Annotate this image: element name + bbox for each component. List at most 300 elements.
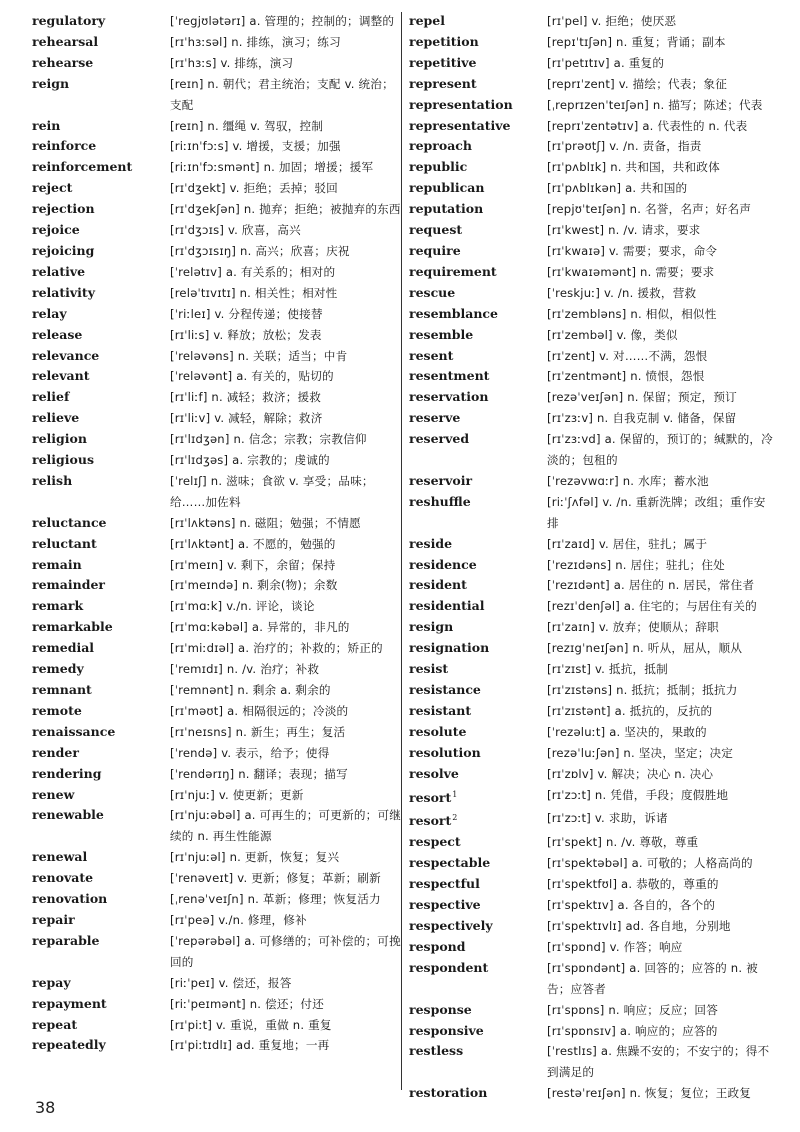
dictionary-entry: [32, 994, 402, 1015]
headword-text: rejoicing: [32, 242, 95, 258]
headword-text: reputation: [409, 201, 484, 217]
headword-text: remedy: [32, 661, 84, 677]
definition: [rɪˈnjuː] v. 使更新；更新: [170, 787, 304, 802]
headword: [409, 11, 547, 32]
headword: [409, 764, 547, 785]
dictionary-entry: [32, 617, 402, 638]
definition: [rɪˈpʌblɪkən] a. 共和国的: [547, 181, 688, 196]
definition: [ˈrelətɪv] a. 有关系的；相对的: [170, 264, 336, 279]
dictionary-entry: [32, 220, 402, 241]
headword: [32, 931, 170, 952]
dictionary-entry: [32, 53, 402, 74]
definition: [rɪˈnjuːəl] n. 更新，恢复；复兴: [170, 850, 340, 865]
headword: [32, 429, 170, 450]
dictionary-entry: [409, 1000, 774, 1021]
dictionary-entry: [32, 450, 402, 471]
dictionary-entry: [32, 805, 402, 847]
headword-text: rendering: [32, 765, 102, 781]
dictionary-entry: [409, 853, 774, 874]
dictionary-entry: [32, 325, 402, 346]
dictionary-entry: [409, 157, 774, 178]
headword-text: repel: [409, 13, 445, 28]
headword: [32, 596, 170, 617]
definition: [rɪˈkwest] n. /v. 请求，要求: [547, 223, 701, 238]
definition: [ˈrezəvwɑːr] n. 水库；蓄水池: [547, 473, 709, 488]
definition: [ˈrelɪʃ] n. 滋味；食欲 v. 享受；品味；给……加佐料: [170, 473, 374, 509]
headword: [32, 304, 170, 325]
dictionary-entry: [409, 1083, 774, 1104]
definition: [rezəˈluːʃən] n. 坚决，坚定；决定: [547, 745, 734, 760]
definition: [rɪˈzɪst] v. 抵抗，抵制: [547, 662, 668, 677]
headword: [409, 199, 547, 220]
definition: [rɪˈliːf] n. 减轻；救济；援救: [170, 390, 322, 405]
dictionary-entry: [409, 136, 774, 157]
dictionary-entry: [32, 178, 402, 199]
headword-text: rejoice: [32, 222, 80, 238]
dictionary-entry: [409, 1021, 774, 1042]
headword-text: resist: [409, 661, 449, 677]
headword: [409, 743, 547, 764]
definition: [riːɪnˈfɔːsmənt] n. 加固；增援；援军: [170, 160, 374, 175]
headword: [32, 868, 170, 889]
headword-text: relevance: [32, 347, 100, 363]
dictionary-entry: [32, 910, 402, 931]
headword: [409, 429, 547, 450]
headword: [409, 32, 547, 53]
headword: [32, 262, 170, 283]
dictionary-entry: [409, 241, 774, 262]
definition: [ˈrendə] v. 表示，给予；使得: [170, 745, 330, 760]
headword-text: resent: [409, 347, 454, 363]
headword-text: resign: [409, 619, 454, 635]
headword-text: respectful: [409, 876, 480, 892]
dictionary-entry: [32, 11, 402, 32]
definition: [ˈrezɪdəns] n. 居住；驻扎；住处: [547, 557, 725, 572]
headword-text: respect: [409, 834, 461, 850]
headword: [32, 346, 170, 367]
dictionary-entry: [409, 958, 774, 1000]
dictionary-entry: [32, 387, 402, 408]
definition: [ˌreprɪzenˈteɪʃən] n. 描写；陈述；代表: [547, 97, 763, 112]
dictionary-entry: [409, 346, 774, 367]
headword-text: request: [409, 222, 463, 238]
headword-text: reservation: [409, 389, 489, 405]
headword: [32, 973, 170, 994]
dictionary-entry: [409, 283, 774, 304]
headword-text: repayment: [32, 995, 107, 1011]
headword: [32, 366, 170, 387]
dictionary-entry: [409, 764, 774, 785]
headword-text: resolution: [409, 744, 481, 760]
dictionary-entry: [409, 555, 774, 576]
definition: [ˈremɪdɪ] n. /v. 治疗；补救: [170, 662, 320, 677]
headword: [409, 895, 547, 916]
headword: [32, 805, 170, 826]
dictionary-entry: [32, 429, 402, 450]
dictionary-entry: [409, 596, 774, 617]
headword: [409, 596, 547, 617]
dictionary-entry: [409, 262, 774, 283]
headword-text: repeat: [32, 1016, 78, 1032]
definition: [rɪˈzɪstənt] a. 抵抗的，反抗的: [547, 703, 713, 718]
headword-text: resemble: [409, 326, 474, 342]
definition: [rɪˈspektfʊl] a. 恭敬的，尊重的: [547, 877, 719, 892]
dictionary-entry: [409, 116, 774, 137]
dictionary-entry: [409, 178, 774, 199]
definition: [rɪˈzɜːvd] a. 保留的，预订的；缄默的，冷淡的；包租的: [547, 432, 773, 468]
headword: [32, 534, 170, 555]
headword-text: republican: [409, 180, 485, 196]
dictionary-entry: [32, 157, 402, 178]
headword-text: reside: [409, 535, 453, 551]
definition: [rɪˈspɒns] n. 响应；反应；回答: [547, 1002, 719, 1017]
definition: [reɪn] n. 朝代；君主统治；支配 v. 统治；支配: [170, 76, 394, 112]
definition: [rɪˈmeɪn] v. 剩下，余留；保持: [170, 557, 336, 572]
headword: [409, 1041, 547, 1062]
definition: [ˈreləvəns] n. 关联；适当；中肯: [170, 348, 348, 363]
headword: [32, 743, 170, 764]
dictionary-entry: [409, 199, 774, 220]
dictionary-entry: [32, 764, 402, 785]
right-column: [409, 11, 774, 1104]
headword-text: resemblance: [409, 305, 498, 321]
dictionary-entry: [409, 366, 774, 387]
definition: [rɪˈspɒnd] v. 作答；响应: [547, 939, 683, 954]
dictionary-entry: [32, 638, 402, 659]
headword-text: remarkable: [32, 619, 113, 635]
headword-text: restless: [409, 1043, 464, 1059]
headword: [409, 722, 547, 743]
definition: [rɪˈpʌblɪk] n. 共和国，共和政体: [547, 160, 720, 175]
page-number: 38: [35, 1098, 56, 1117]
headword-text: rehearsal: [32, 33, 99, 49]
dictionary-entry: [409, 808, 774, 832]
definition: [rɪˈpetɪtɪv] a. 重复的: [547, 55, 665, 70]
headword-text: reign: [32, 75, 70, 91]
dictionary-entry: [409, 32, 774, 53]
definition: [ˈriːleɪ] v. 分程传递；使接替: [170, 306, 323, 321]
definition: [repɪˈtɪʃən] n. 重复；背诵；副本: [547, 34, 726, 49]
headword-text: reinforcement: [32, 159, 133, 175]
column-divider: [401, 12, 402, 1090]
definition: [rɪˈzembəl] v. 像，类似: [547, 327, 678, 342]
headword-text: resistant: [409, 702, 472, 718]
headword-text: resort: [409, 813, 452, 829]
definition: [ˈremnənt] n. 剩余 a. 剩余的: [170, 683, 331, 697]
headword: [409, 701, 547, 722]
headword: [32, 471, 170, 492]
definition: [reɪn] n. 缰绳 v. 驾驭，控制: [170, 118, 324, 133]
definition: [ˈrendərɪŋ] n. 翻译；表现；描写: [170, 766, 348, 781]
headword: [32, 910, 170, 931]
headword-text: relieve: [32, 410, 80, 426]
headword-text: remainder: [32, 577, 105, 593]
headword-text: resolute: [409, 723, 467, 739]
headword: [32, 513, 170, 534]
definition: [rɪˈprəʊtʃ] v. /n. 责备，指责: [547, 139, 702, 154]
headword: [32, 11, 170, 32]
headword-text: representative: [409, 117, 511, 133]
definition: [rɪˈlɪdʒəs] a. 宗教的；虔诚的: [170, 453, 330, 468]
dictionary-entry: [409, 429, 774, 471]
definition: [rɪˈpiːtɪdlɪ] ad. 重复地；一再: [170, 1038, 330, 1053]
definition: [ˌrenəˈveɪʃn] n. 革新；修理；恢复活力: [170, 892, 381, 907]
dictionary-entry: [409, 1041, 774, 1083]
headword: [409, 366, 547, 387]
headword: [32, 764, 170, 785]
headword: [409, 262, 547, 283]
headword-text: residential: [409, 598, 485, 614]
headword: [409, 1083, 547, 1104]
headword: [32, 889, 170, 910]
definition: [reprɪˈzentətɪv] a. 代表性的 n. 代表: [547, 118, 748, 133]
dictionary-entry: [409, 95, 774, 116]
headword-text: religion: [32, 431, 87, 447]
headword: [409, 853, 547, 874]
dictionary-entry: [409, 722, 774, 743]
headword-text: renewal: [32, 849, 88, 865]
definition: [ˈreskjuː] v. /n. 援救，营救: [547, 285, 697, 300]
headword-text: relativity: [32, 284, 95, 300]
dictionary-entry: [32, 659, 402, 680]
dictionary-entry: [409, 701, 774, 722]
headword: [409, 937, 547, 958]
dictionary-entry: [409, 74, 774, 95]
definition: [rɪˈzent] v. 对……不满，怨恨: [547, 348, 708, 363]
dictionary-entry: [32, 889, 402, 910]
headword: [32, 680, 170, 701]
dictionary-entry: [409, 638, 774, 659]
dictionary-entry: [409, 874, 774, 895]
headword-text: require: [409, 242, 461, 258]
headword: [409, 220, 547, 241]
headword: [409, 832, 547, 853]
headword-text: relevant: [32, 368, 90, 384]
headword-text: relative: [32, 263, 86, 279]
dictionary-entry: [409, 492, 774, 534]
dictionary-entry: [409, 304, 774, 325]
headword: [32, 722, 170, 743]
definition: [rɪˈspektɪv] a. 各自的，各个的: [547, 898, 716, 913]
headword-text: remain: [32, 556, 82, 572]
headword-text: rescue: [409, 284, 456, 300]
dictionary-entry: [409, 743, 774, 764]
definition: [rɪˈlʌktənt] a. 不愿的，勉强的: [170, 536, 336, 551]
homograph-number: 1: [452, 789, 458, 799]
dictionary-entry: [32, 346, 402, 367]
headword: [409, 916, 547, 937]
headword-text: relay: [32, 305, 67, 321]
definition: [restəˈreɪʃən] n. 恢复；复位；王政复: [547, 1086, 752, 1101]
definition: [rɪˈzembləns] n. 相似，相似性: [547, 306, 717, 321]
headword: [409, 638, 547, 659]
dictionary-entry: [409, 534, 774, 555]
headword: [409, 136, 547, 157]
headword-text: representation: [409, 96, 513, 112]
headword-text: renew: [32, 786, 75, 802]
headword-text: regulatory: [32, 13, 106, 28]
headword-text: renaissance: [32, 723, 116, 739]
dictionary-entry: [32, 262, 402, 283]
headword-text: repair: [32, 911, 75, 927]
definition: [rɪˈzɔːt] n. 凭借，手段；度假胜地: [547, 787, 729, 802]
headword-text: remnant: [32, 682, 92, 697]
dictionary-entry: [32, 973, 402, 994]
headword: [409, 346, 547, 367]
dictionary-entry: [409, 895, 774, 916]
headword: [409, 387, 547, 408]
dictionary-entry: [409, 408, 774, 429]
dictionary-entry: [32, 785, 402, 806]
dictionary-entry: [32, 304, 402, 325]
dictionary-entry: [32, 199, 402, 220]
headword: [32, 408, 170, 429]
definition: [rɪˈzɔːt] v. 求助，诉诸: [547, 811, 668, 826]
headword: [32, 74, 170, 95]
headword-text: resolve: [409, 765, 459, 781]
headword: [32, 220, 170, 241]
headword: [409, 1000, 547, 1021]
homograph-number: 2: [452, 813, 458, 823]
headword: [32, 283, 170, 304]
definition: [rɪˈmiːdɪəl] a. 治疗的；补救的；矫正的: [170, 641, 383, 656]
dictionary-entry: [32, 513, 402, 534]
headword-text: remedial: [32, 640, 95, 656]
dictionary-entry: [32, 555, 402, 576]
definition: [rɪˈnjuːəbəl] a. 可再生的；可更新的；可继续的 n. 再生性能源: [170, 808, 402, 844]
headword-text: repetitive: [409, 54, 477, 70]
definition: [ˈreləvənt] a. 有关的，贴切的: [170, 369, 334, 384]
headword-text: represent: [409, 75, 477, 91]
headword: [409, 617, 547, 638]
headword: [409, 283, 547, 304]
definition: [ˈrestlɪs] a. 焦躁不安的；不安宁的；得不到满足的: [547, 1044, 770, 1080]
definition: [rɪˈmeɪndə] n. 剩余(物)；余数: [170, 578, 338, 593]
headword: [409, 808, 547, 832]
definition: [ˈrepərəbəl] a. 可修缮的；可补偿的；可挽回的: [170, 933, 401, 969]
headword: [32, 638, 170, 659]
definition: [riːˈʃʌfəl] v. /n. 重新洗牌；改组；重作安排: [547, 494, 766, 530]
headword-text: relish: [32, 472, 73, 488]
headword: [32, 701, 170, 722]
definition: [rɪˈzɒlv] v. 解决；决心 n. 决心: [547, 766, 714, 781]
headword-text: rejection: [32, 201, 95, 217]
headword: [409, 116, 547, 137]
definition: [rɪˈspɒnsɪv] a. 响应的；应答的: [547, 1023, 718, 1038]
headword: [409, 874, 547, 895]
left-column: [32, 11, 402, 1056]
headword-text: respectively: [409, 917, 493, 933]
dictionary-entry: [32, 680, 402, 701]
dictionary-entry: [32, 74, 402, 116]
definition: [rɪˈspekt] n. /v. 尊敬，尊重: [547, 835, 699, 850]
headword-text: remark: [32, 598, 84, 614]
headword: [409, 178, 547, 199]
headword: [409, 575, 547, 596]
dictionary-entry: [409, 325, 774, 346]
headword-text: respondent: [409, 959, 489, 975]
headword-text: resident: [409, 577, 467, 593]
dictionary-entry: [409, 387, 774, 408]
headword: [409, 958, 547, 979]
headword: [32, 617, 170, 638]
headword: [32, 387, 170, 408]
headword: [409, 95, 547, 116]
headword-text: reparable: [32, 932, 100, 948]
definition: [ˈrezəluːt] a. 坚决的，果敢的: [547, 724, 707, 739]
headword: [32, 241, 170, 262]
definition: [rɪˈmɑːkəbəl] a. 异常的，非凡的: [170, 620, 350, 635]
headword-text: respective: [409, 897, 481, 913]
headword-text: respond: [409, 938, 466, 954]
dictionary-entry: [32, 283, 402, 304]
headword: [409, 785, 547, 809]
headword: [32, 136, 170, 157]
dictionary-entry: [409, 916, 774, 937]
definition: [riːɪnˈfɔːs] v. 增援，支援；加强: [170, 139, 341, 154]
headword-text: renewable: [32, 807, 104, 823]
headword: [32, 116, 170, 137]
dictionary-entry: [409, 832, 774, 853]
definition: [reləˈtɪvɪtɪ] n. 相关性；相对性: [170, 285, 338, 300]
dictionary-entry: [32, 116, 402, 137]
headword: [32, 847, 170, 868]
headword: [409, 304, 547, 325]
headword-text: residence: [409, 556, 477, 572]
headword-text: resistance: [409, 682, 481, 697]
definition: [rɪˈzaɪn] v. 放弃；使顺从；辞职: [547, 620, 719, 635]
headword: [32, 785, 170, 806]
headword: [32, 659, 170, 680]
headword: [32, 555, 170, 576]
definition: [rɪˈzaɪd] v. 居住，驻扎；属于: [547, 536, 708, 551]
headword-text: reluctant: [32, 535, 97, 551]
definition: [rɪˈlʌktəns] n. 磁阻；勉强；不情愿: [170, 515, 361, 530]
definition: [rezɪˈdenʃəl] a. 住宅的；与居住有关的: [547, 599, 757, 614]
headword: [32, 157, 170, 178]
headword: [409, 555, 547, 576]
headword: [32, 178, 170, 199]
headword: [409, 1021, 547, 1042]
headword: [32, 994, 170, 1015]
headword-text: renovate: [32, 870, 94, 886]
headword-text: remote: [32, 702, 82, 718]
headword-text: render: [32, 744, 79, 760]
headword-text: resignation: [409, 640, 490, 656]
headword: [409, 471, 547, 492]
definition: [rɪˈdʒɔɪs] v. 欣喜，高兴: [170, 223, 301, 238]
definition: [rɪˈməʊt] a. 相隔很远的；冷淡的: [170, 703, 349, 718]
definition: [rɪˈliːs] v. 释放；放松；发表: [170, 327, 322, 342]
dictionary-entry: [32, 701, 402, 722]
headword-text: response: [409, 1001, 472, 1017]
headword-text: rein: [32, 117, 61, 133]
headword-text: relief: [32, 389, 70, 405]
headword: [32, 325, 170, 346]
dictionary-entry: [409, 220, 774, 241]
definition: [rɪˈspɒndənt] a. 回答的；应答的 n. 被告；应答者: [547, 960, 758, 996]
headword: [409, 408, 547, 429]
headword-text: reserve: [409, 410, 461, 426]
dictionary-entry: [32, 136, 402, 157]
headword-text: reinforce: [32, 138, 97, 154]
definition: [rezəˈveɪʃən] n. 保留；预定，预订: [547, 390, 737, 405]
headword-text: repetition: [409, 33, 479, 49]
headword-text: repay: [32, 974, 71, 990]
headword-text: resort: [409, 789, 452, 805]
dictionary-entry: [32, 1015, 402, 1036]
headword: [409, 241, 547, 262]
